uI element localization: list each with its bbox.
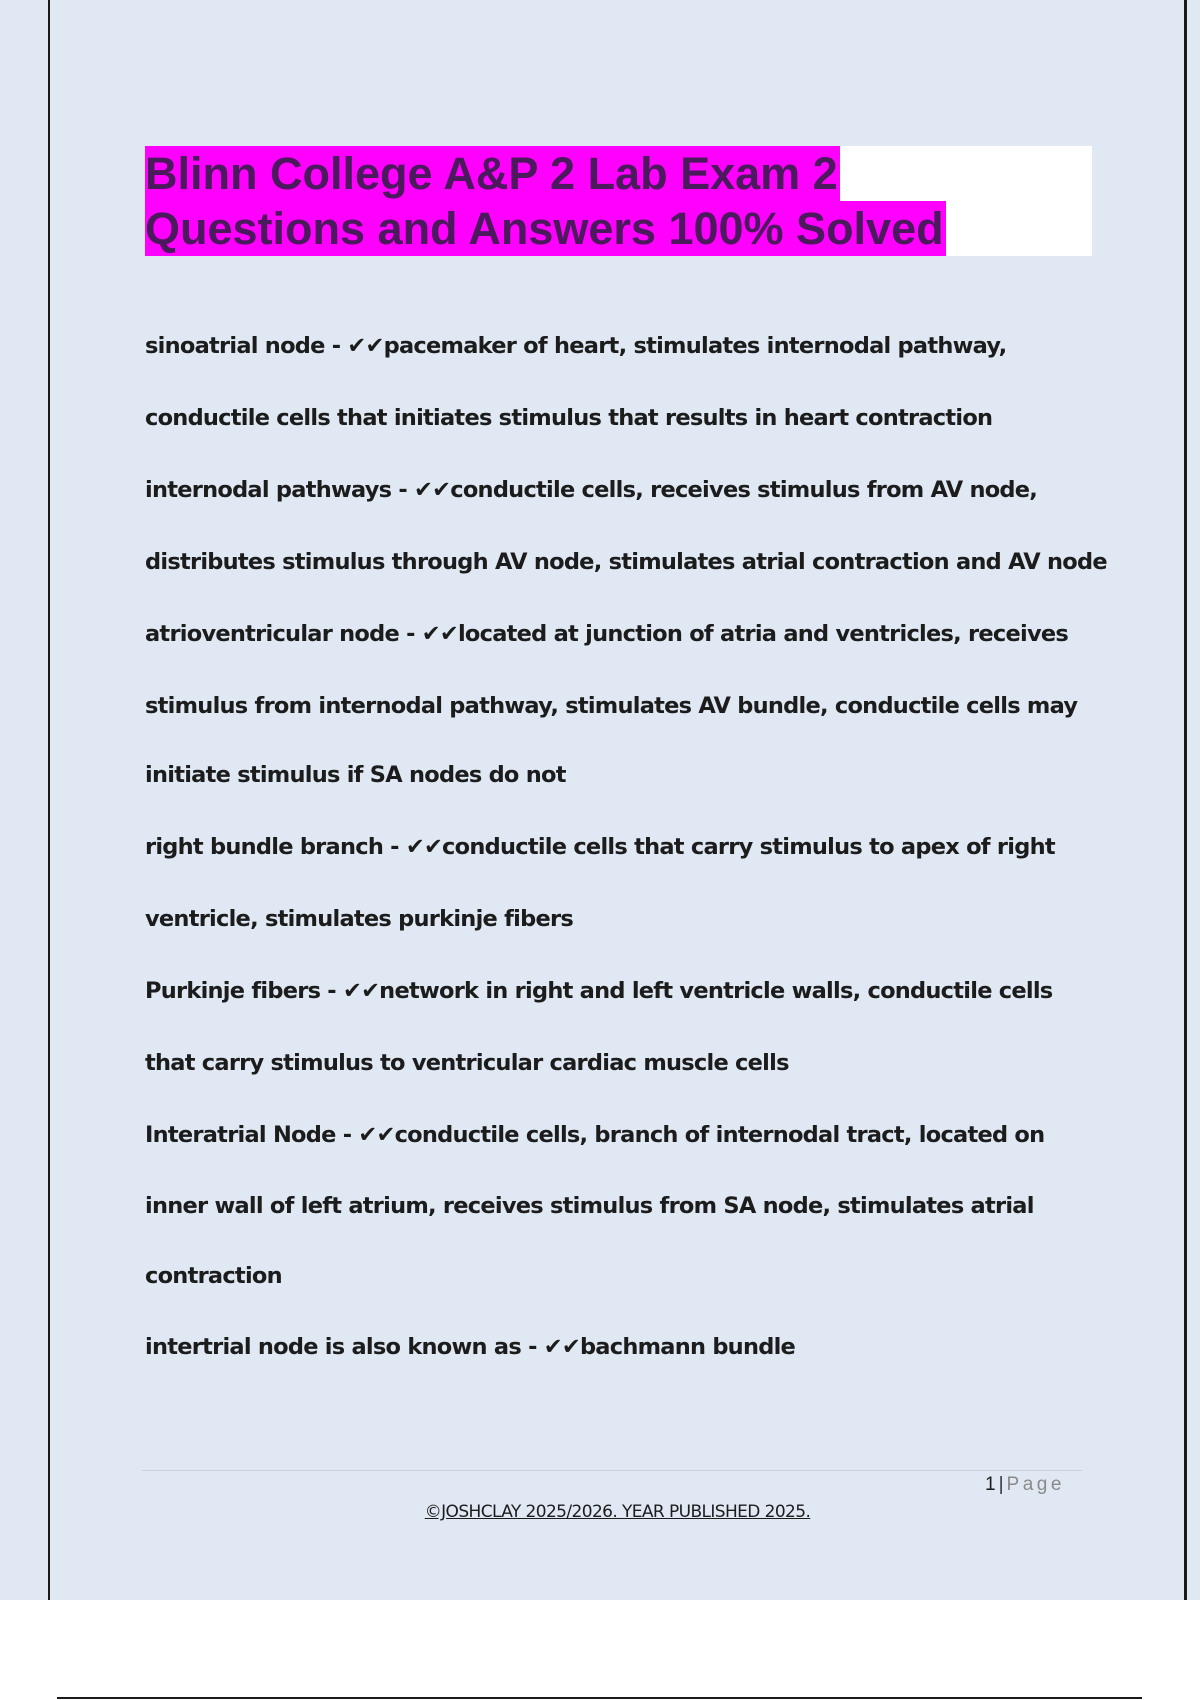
- body-line: distributes stimulus through AV node, stimulates atrial contraction and AV node: [145, 549, 1107, 575]
- body-line: atrioventricular node - ✔✔located at junction of atria and ventricles, receives: [145, 621, 1069, 647]
- title-line-1: Blinn College A&P 2 Lab Exam 2: [145, 148, 838, 199]
- footer-divider: [142, 1470, 1082, 1471]
- page-label: Page: [1006, 1474, 1065, 1495]
- body-line: initiate stimulus if SA nodes do not: [145, 762, 566, 788]
- page-number-separator: |: [998, 1474, 1004, 1495]
- page-number: [985, 1474, 1065, 1496]
- body-line: sinoatrial node - ✔✔pacemaker of heart, stimulates internodal pathway,: [145, 333, 1007, 359]
- page-border-right: [1184, 0, 1187, 1600]
- copyright-notice: ©JOSHCLAY 2025/2026. YEAR PUBLISHED 2025.: [424, 1502, 811, 1522]
- body-line: Interatrial Node - ✔✔conductile cells, branch of internodal tract, located on: [145, 1122, 1045, 1148]
- body-line: ventricle, stimulates purkinje fibers: [145, 906, 573, 932]
- body-line: right bundle branch - ✔✔conductile cells that carry stimulus to apex of right: [145, 834, 1055, 860]
- document-title: [145, 146, 946, 256]
- page-border-left: [48, 0, 50, 1600]
- title-line-2: Questions and Answers 100% Solved: [145, 203, 944, 254]
- body-line: intertrial node is also known as - ✔✔bachmann bundle: [145, 1334, 796, 1360]
- body-line: that carry stimulus to ventricular cardiac muscle cells: [145, 1050, 789, 1076]
- body-line: internodal pathways - ✔✔conductile cells, receives stimulus from AV node,: [145, 477, 1038, 503]
- body-line: stimulus from internodal pathway, stimulates AV bundle, conductile cells may: [145, 693, 1078, 719]
- body-line: inner wall of left atrium, receives stimulus from SA node, stimulates atrial: [145, 1193, 1034, 1219]
- page-number-value: 1: [985, 1474, 996, 1495]
- body-line: Purkinje fibers - ✔✔network in right and left ventricle walls, conductile cells: [145, 978, 1053, 1004]
- body-line: conductile cells that initiates stimulus that results in heart contraction: [145, 405, 993, 431]
- body-line: contraction: [145, 1263, 282, 1289]
- bottom-divider: [57, 1697, 1142, 1699]
